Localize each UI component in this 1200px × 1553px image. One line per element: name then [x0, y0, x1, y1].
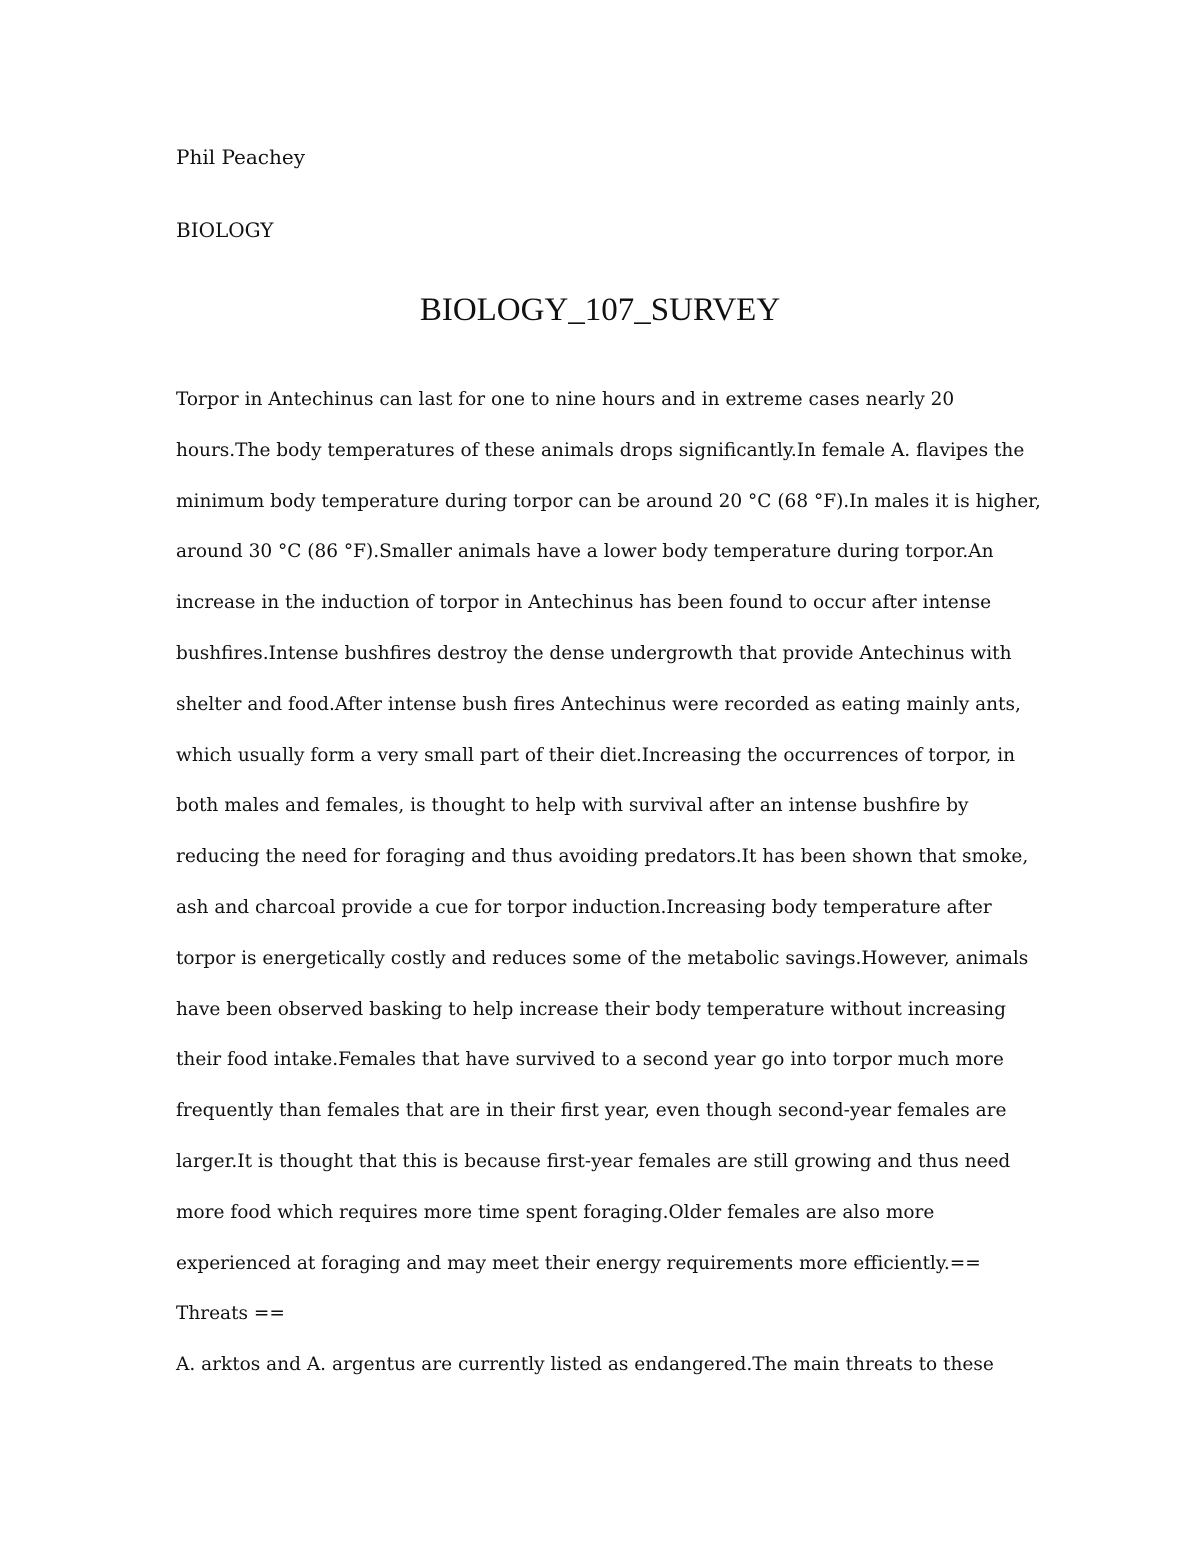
body-line: larger.It is thought that this is because first-year females are still growing and thus need [176, 1150, 1011, 1172]
body-line: increase in the induction of torpor in Antechinus has been found to occur after intense [176, 592, 992, 614]
body-line: shelter and food.After intense bush fires Antechinus were recorded as eating mainly ants, [176, 693, 1021, 715]
body-line: ash and charcoal provide a cue for torpor induction.Increasing body temperature after [176, 896, 992, 918]
body-line: A. arktos and A. argentus are currently listed as endangered.The main threats to these [176, 1354, 994, 1376]
body-line: have been observed basking to help increase their body temperature without increasing [176, 998, 1006, 1020]
body-line: bushfires.Intense bushfires destroy the dense undergrowth that provide Antechinus with [176, 642, 1012, 664]
body-text [176, 386, 1041, 1402]
author-name: Phil Peachey [176, 145, 306, 169]
body-line: more food which requires more time spent foraging.Older females are also more [176, 1201, 935, 1223]
body-line: Torpor in Antechinus can last for one to nine hours and in extreme cases nearly 20 [176, 389, 955, 410]
body-line: torpor is energetically costly and reduces some of the metabolic savings.However, animals [176, 947, 1029, 969]
document-title: BIOLOGY_107_SURVEY [419, 292, 781, 328]
body-line: minimum body temperature during torpor can be around 20 °C (68 °F).In males it is higher, [176, 490, 1041, 512]
body-line: both males and females, is thought to help with survival after an intense bushfire by [176, 795, 969, 817]
body-line: around 30 °C (86 °F).Smaller animals have a lower body temperature during torpor.An [176, 541, 994, 563]
body-line: frequently than females that are in their first year, even though second-year females are [176, 1100, 1007, 1122]
body-line: reducing the need for foraging and thus avoiding predators.It has been shown that smoke, [176, 846, 1029, 868]
body-line: hours.The body temperatures of these animals drops significantly.In female A. flavipes the [176, 439, 1025, 461]
body-line: their food intake.Females that have survived to a second year go into torpor much more [176, 1049, 1004, 1071]
body-line: experienced at foraging and may meet their energy requirements more efficiently.== [176, 1252, 981, 1274]
body-line: which usually form a very small part of their diet.Increasing the occurrences of torpor, in [176, 744, 1016, 766]
body-line: Threats == [176, 1303, 285, 1325]
course-name: BIOLOGY [176, 218, 274, 242]
